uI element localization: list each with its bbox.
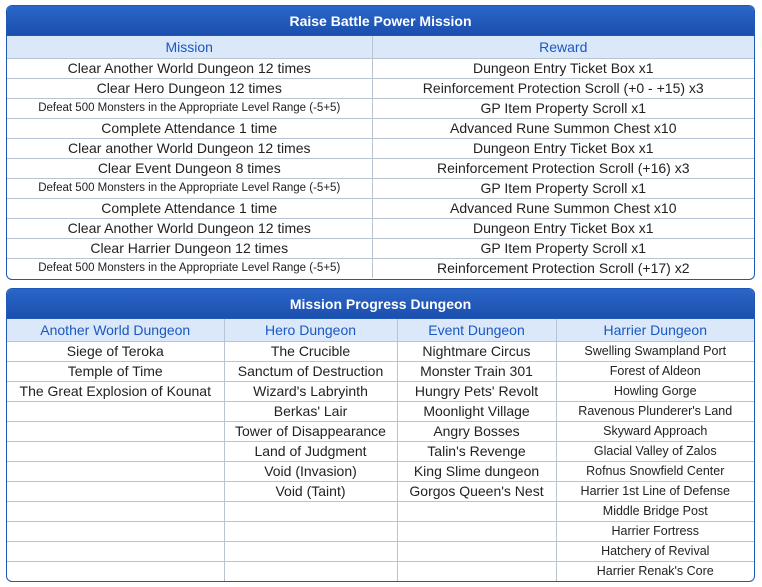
another-world-dungeon-cell bbox=[7, 401, 224, 421]
reward-cell: Dungeon Entry Ticket Box x1 bbox=[372, 218, 754, 238]
another-world-dungeon-cell bbox=[7, 521, 224, 541]
hero-dungeon-cell bbox=[224, 501, 397, 521]
hero-dungeon-cell: Tower of Disappearance bbox=[224, 421, 397, 441]
mission-cell: Clear Another World Dungeon 12 times bbox=[7, 58, 372, 78]
another-world-dungeon-cell bbox=[7, 561, 224, 581]
event-dungeon-cell: Monster Train 301 bbox=[397, 361, 556, 381]
dungeon-row bbox=[7, 381, 754, 401]
mission-cell: Complete Attendance 1 time bbox=[7, 198, 372, 218]
hero-dungeon-cell: Land of Judgment bbox=[224, 441, 397, 461]
another-world-dungeon-cell bbox=[7, 501, 224, 521]
mission-cell: Clear Hero Dungeon 12 times bbox=[7, 78, 372, 98]
mission-panel bbox=[6, 5, 755, 280]
another-world-dungeon-cell: Siege of Teroka bbox=[7, 341, 224, 361]
mission-column-header: Mission bbox=[7, 36, 372, 58]
harrier-dungeon-cell: Forest of Aldeon bbox=[556, 361, 754, 381]
dungeon-row bbox=[7, 341, 754, 361]
mission-cell: Clear another World Dungeon 12 times bbox=[7, 138, 372, 158]
hero-column-header: Hero Dungeon bbox=[224, 319, 397, 341]
mission-row bbox=[7, 258, 754, 278]
event-dungeon-cell: Moonlight Village bbox=[397, 401, 556, 421]
reward-cell: Reinforcement Protection Scroll (+16) x3 bbox=[372, 158, 754, 178]
event-dungeon-cell bbox=[397, 561, 556, 581]
mission-row bbox=[7, 78, 754, 98]
mission-cell: Defeat 500 Monsters in the Appropriate Level Range (-5+5) bbox=[7, 258, 372, 278]
reward-cell: Reinforcement Protection Scroll (+0 - +15) x3 bbox=[372, 78, 754, 98]
mission-row bbox=[7, 158, 754, 178]
mission-cell: Clear Harrier Dungeon 12 times bbox=[7, 238, 372, 258]
hero-dungeon-cell bbox=[224, 521, 397, 541]
dungeon-table bbox=[7, 319, 754, 581]
dungeon-row bbox=[7, 541, 754, 561]
dungeon-row bbox=[7, 501, 754, 521]
event-dungeon-cell bbox=[397, 521, 556, 541]
mission-row bbox=[7, 198, 754, 218]
event-column-header: Event Dungeon bbox=[397, 319, 556, 341]
event-dungeon-cell: King Slime dungeon bbox=[397, 461, 556, 481]
harrier-dungeon-cell: Middle Bridge Post bbox=[556, 501, 754, 521]
hero-dungeon-cell: Void (Invasion) bbox=[224, 461, 397, 481]
harrier-dungeon-cell: Harrier 1st Line of Defense bbox=[556, 481, 754, 501]
mission-cell: Complete Attendance 1 time bbox=[7, 118, 372, 138]
hero-dungeon-cell bbox=[224, 561, 397, 581]
harrier-dungeon-cell: Swelling Swampland Port bbox=[556, 341, 754, 361]
another-world-dungeon-cell: Temple of Time bbox=[7, 361, 224, 381]
another-world-dungeon-cell bbox=[7, 541, 224, 561]
event-dungeon-cell bbox=[397, 541, 556, 561]
hero-dungeon-cell: Berkas' Lair bbox=[224, 401, 397, 421]
hero-dungeon-cell: Sanctum of Destruction bbox=[224, 361, 397, 381]
event-dungeon-cell: Nightmare Circus bbox=[397, 341, 556, 361]
harrier-dungeon-cell: Harrier Fortress bbox=[556, 521, 754, 541]
reward-cell: Dungeon Entry Ticket Box x1 bbox=[372, 138, 754, 158]
event-dungeon-cell bbox=[397, 501, 556, 521]
dungeon-row bbox=[7, 361, 754, 381]
mission-cell: Clear Event Dungeon 8 times bbox=[7, 158, 372, 178]
hero-dungeon-cell: The Crucible bbox=[224, 341, 397, 361]
reward-column-header: Reward bbox=[372, 36, 754, 58]
mission-header-row bbox=[7, 36, 754, 58]
dungeon-row bbox=[7, 421, 754, 441]
another-world-dungeon-cell bbox=[7, 441, 224, 461]
another-world-column-header: Another World Dungeon bbox=[7, 319, 224, 341]
mission-row bbox=[7, 178, 754, 198]
event-dungeon-cell: Angry Bosses bbox=[397, 421, 556, 441]
dungeon-header-row bbox=[7, 319, 754, 341]
harrier-dungeon-cell: Howling Gorge bbox=[556, 381, 754, 401]
harrier-column-header: Harrier Dungeon bbox=[556, 319, 754, 341]
reward-cell: GP Item Property Scroll x1 bbox=[372, 98, 754, 118]
reward-cell: GP Item Property Scroll x1 bbox=[372, 178, 754, 198]
event-dungeon-cell: Hungry Pets' Revolt bbox=[397, 381, 556, 401]
dungeon-row bbox=[7, 461, 754, 481]
mission-cell: Clear Another World Dungeon 12 times bbox=[7, 218, 372, 238]
mission-cell: Defeat 500 Monsters in the Appropriate Level Range (-5+5) bbox=[7, 178, 372, 198]
mission-cell: Defeat 500 Monsters in the Appropriate Level Range (-5+5) bbox=[7, 98, 372, 118]
reward-cell: Advanced Rune Summon Chest x10 bbox=[372, 198, 754, 218]
event-dungeon-cell: Talin's Revenge bbox=[397, 441, 556, 461]
dungeon-row bbox=[7, 561, 754, 581]
mission-row bbox=[7, 238, 754, 258]
harrier-dungeon-cell: Glacial Valley of Zalos bbox=[556, 441, 754, 461]
harrier-dungeon-cell: Skyward Approach bbox=[556, 421, 754, 441]
dungeon-panel-title: Mission Progress Dungeon bbox=[7, 289, 754, 319]
dungeon-panel bbox=[6, 288, 755, 582]
mission-row bbox=[7, 118, 754, 138]
event-dungeon-cell: Gorgos Queen's Nest bbox=[397, 481, 556, 501]
hero-dungeon-cell: Wizard's Labryinth bbox=[224, 381, 397, 401]
dungeon-row bbox=[7, 441, 754, 461]
mission-table bbox=[7, 36, 754, 278]
dungeon-row bbox=[7, 481, 754, 501]
another-world-dungeon-cell: The Great Explosion of Kounat bbox=[7, 381, 224, 401]
dungeon-row bbox=[7, 401, 754, 421]
reward-cell: Advanced Rune Summon Chest x10 bbox=[372, 118, 754, 138]
another-world-dungeon-cell bbox=[7, 481, 224, 501]
another-world-dungeon-cell bbox=[7, 461, 224, 481]
harrier-dungeon-cell: Harrier Renak's Core bbox=[556, 561, 754, 581]
reward-cell: Reinforcement Protection Scroll (+17) x2 bbox=[372, 258, 754, 278]
harrier-dungeon-cell: Ravenous Plunderer's Land bbox=[556, 401, 754, 421]
dungeon-row bbox=[7, 521, 754, 541]
reward-cell: Dungeon Entry Ticket Box x1 bbox=[372, 58, 754, 78]
mission-row bbox=[7, 138, 754, 158]
harrier-dungeon-cell: Hatchery of Revival bbox=[556, 541, 754, 561]
mission-row bbox=[7, 218, 754, 238]
reward-cell: GP Item Property Scroll x1 bbox=[372, 238, 754, 258]
another-world-dungeon-cell bbox=[7, 421, 224, 441]
mission-row bbox=[7, 58, 754, 78]
harrier-dungeon-cell: Rofnus Snowfield Center bbox=[556, 461, 754, 481]
mission-panel-title: Raise Battle Power Mission bbox=[7, 6, 754, 36]
hero-dungeon-cell: Void (Taint) bbox=[224, 481, 397, 501]
mission-row bbox=[7, 98, 754, 118]
hero-dungeon-cell bbox=[224, 541, 397, 561]
